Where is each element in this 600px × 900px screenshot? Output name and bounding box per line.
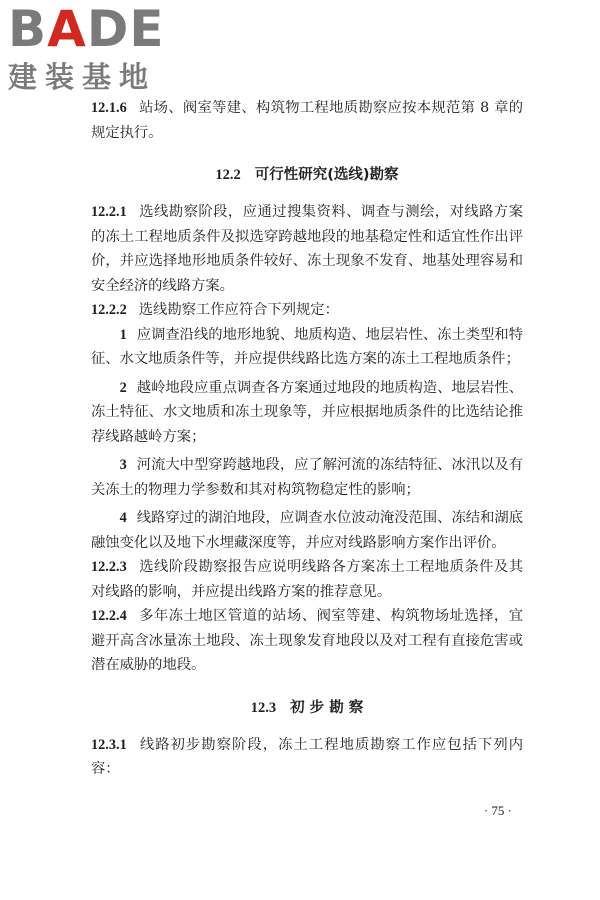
logo-letter-a: A (47, 0, 87, 58)
clause-number: 12.2.3 (91, 559, 127, 575)
document-body (91, 96, 523, 782)
logo-wordmark (8, 0, 178, 58)
section-heading-12-3 (91, 696, 523, 720)
item-text: 越岭地段应重点调查各方案通过地段的地质构造、地层岩性、冻土特征、水文地质和冻土现象等，并应根据地质条件的比选结论推荐线路越岭方案； (91, 379, 523, 445)
clause-12-2-4 (91, 604, 523, 678)
clause-number: 12.2.1 (91, 204, 127, 220)
item-text: 线路穿过的湖泊地段，应调查水位波动淹没范围、冻结和湖底融蚀变化以及地下水埋藏深度等，并应对线路影响方案作出评价。 (91, 510, 523, 551)
list-item-2 (91, 376, 523, 450)
item-text: 河流大中型穿跨越地段，应了解河流的冻结特征、冰汛以及有关冻土的物理力学参数和其对构筑物稳定性的影响； (91, 457, 523, 498)
logo-letter-b: B (8, 0, 48, 58)
section-title: 可行性研究(选线)勘察 (254, 167, 399, 183)
item-number: 4 (119, 510, 127, 526)
logo-subtitle: 建装基地 (8, 60, 157, 94)
clause-text: 选线阶段勘察报告应说明线路各方案冻土工程地质条件及其对线路的影响，并应提出线路方案的推荐意见。 (91, 559, 523, 600)
section-number: 12.2 (215, 167, 241, 183)
list-item-1 (91, 323, 523, 372)
clause-number: 12.2.4 (91, 608, 127, 624)
clause-text: 站场、阀室等建、构筑物工程地质勘察应按本规范第 8 章的规定执行。 (91, 100, 523, 141)
logo-letters-de: DE (86, 0, 165, 58)
item-number: 1 (119, 326, 127, 343)
clause-number: 12.3.1 (91, 736, 127, 753)
clause-number: 12.2.2 (91, 302, 127, 318)
clause-12-1-6 (91, 96, 523, 145)
clause-text: 选线勘察阶段，应通过搜集资料、调查与测绘，对线路方案的冻土工程地质条件及拟选穿跨越地段的地基稳定性和适宜性作出评价，并应选择地形地质条件较好、冻土现象不发育、地基处理容易和安全经济的线路方案。 (91, 204, 523, 294)
brand-logo (8, 0, 178, 96)
clause-number: 12.1.6 (91, 100, 127, 116)
clause-text: 线路初步勘察阶段，冻土工程地质勘察工作应包括下列内容： (91, 736, 523, 777)
clause-text: 选线勘察工作应符合下列规定： (138, 302, 339, 318)
clause-12-2-1 (91, 200, 523, 298)
list-item-4 (91, 506, 523, 555)
section-heading-12-2 (91, 163, 523, 187)
clause-12-2-2 (91, 298, 523, 323)
section-number: 12.3 (250, 699, 277, 716)
clause-12-2-3 (91, 555, 523, 604)
item-number: 2 (119, 379, 127, 396)
list-item-3 (91, 453, 523, 502)
item-text: 应调查沿线的地形地貌、地质构造、地层岩性、冻土类型和特征、水文地质条件等，并应提供线路比选方案的冻土工程地质条件； (91, 326, 523, 367)
item-number: 3 (119, 457, 127, 473)
section-title: 初 步 勘 察 (290, 699, 364, 716)
page-number: · 75 · (483, 803, 512, 818)
clause-text: 多年冻土地区管道的站场、阀室等建、构筑物场址选择，宜避开高含冰量冻土地段、冻土现象发育地段以及对工程有直接危害或潜在威胁的地段。 (91, 608, 523, 673)
clause-12-3-1 (91, 733, 523, 782)
